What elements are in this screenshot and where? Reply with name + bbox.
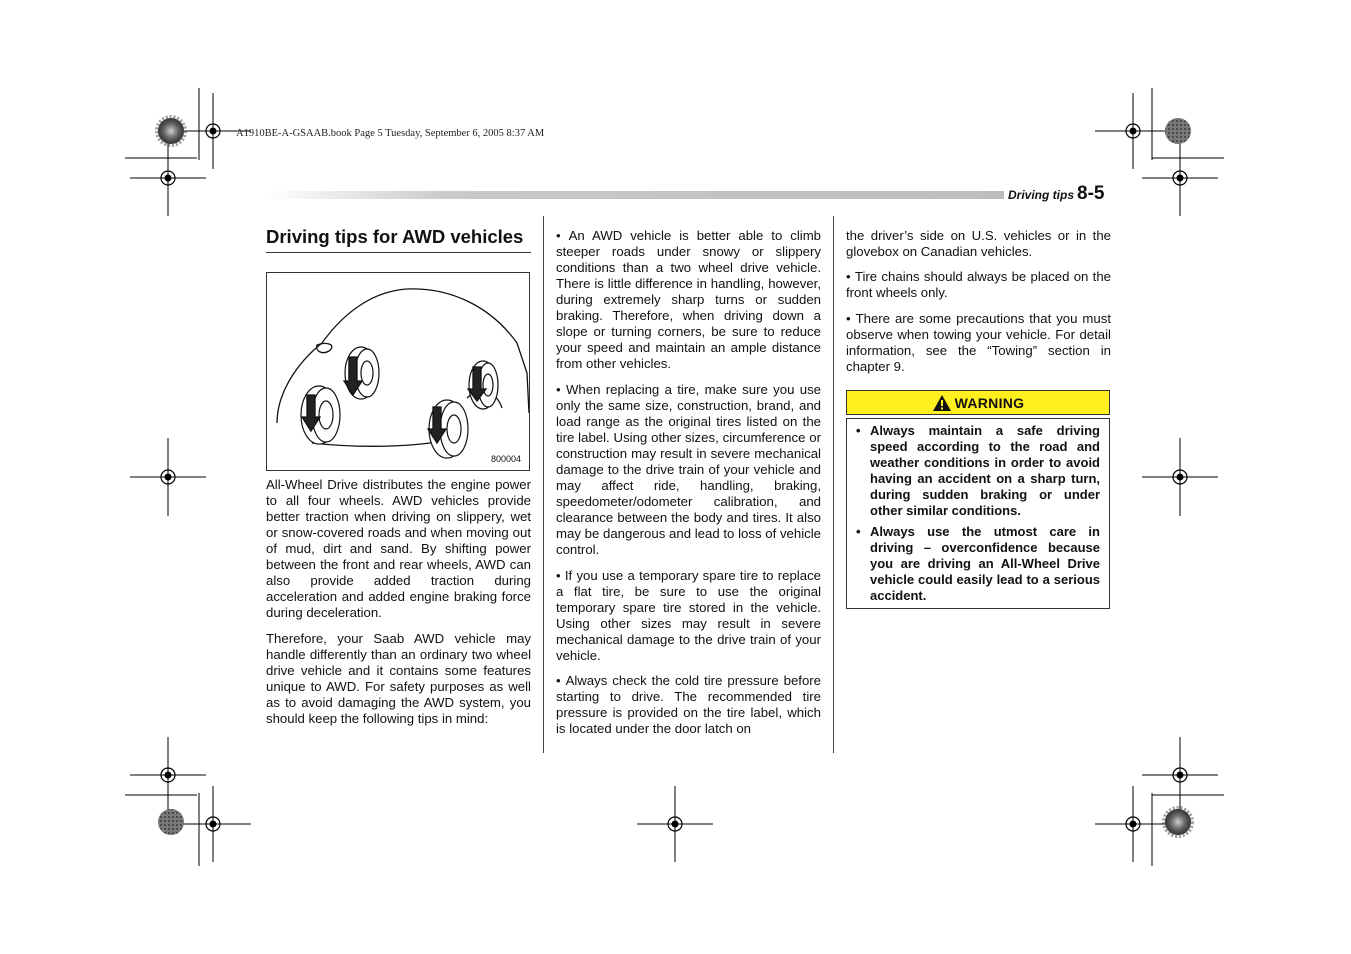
- warning-item-text: Always maintain a safe driving speed according to the road and weather conditions in order to avoid having an accident on a sharp turn, during sudden braking or under other similar conditions.: [870, 423, 1100, 518]
- section-title: Driving tips for AWD vehicles: [266, 226, 531, 253]
- tire-label-location: the driver’s side on U.S. vehicles or in the glovebox on Canadian vehicles.: [846, 228, 1111, 259]
- bullet-icon: •: [856, 423, 861, 438]
- warning-label: WARNING: [954, 394, 1025, 411]
- warning-header: [846, 390, 1110, 415]
- file-info: A1910BE-A-GSAAB.book Page 5 Tuesday, September 6, 2005 8:37 AM: [236, 128, 545, 139]
- tips-intro-paragraph: Therefore, your Saab AWD vehicle may handle differently than an ordinary two wheel drive vehicle and it contains some features unique to AWD. For safety purposes as well as to avoid damaging the AWD system, you should keep the following tips in mind:: [266, 631, 531, 726]
- tip-tire-replacement: • When replacing a tire, make sure you use only the same size, construction, brand, and load range as the original tires listed on the tire label. Using other sizes, circumference or construction may result in severe mechanical damage to the drive train of your vehicle and may affect ride, handling, braking, speedometer/odometer calibration, and clearance between the body and tires. It also may be dangerous and lead to loss of vehicle control.: [556, 382, 821, 558]
- warning-item-text: Always use the utmost care in driving – overconfidence because you are driving an All-Wheel Drive vehicle could easily lead to a serious accident.: [870, 524, 1100, 603]
- warning-item: [856, 524, 1100, 604]
- tip-towing: • There are some precautions that you must observe when towing your vehicle. For detail information, see the “Towing” section in chapter 9.: [846, 311, 1111, 375]
- tip-climbing: • An AWD vehicle is better able to climb steeper roads under snowy or slippery conditions than a two wheel drive vehicle. There is little difference in handling, however, during extremely sharp turns or sudden braking. Therefore, when driving down a slope or turning corners, be sure to reduce your speed and maintain an ample distance from other vehicles.: [556, 228, 821, 372]
- warning-item: [856, 423, 1100, 519]
- column-divider-1: [543, 216, 544, 753]
- warning-triangle-icon: [932, 394, 952, 412]
- intro-paragraph: All-Wheel Drive distributes the engine power to all four wheels. AWD vehicles provide better traction when driving on slippery, wet or snow-covered roads and when moving out of mud, dirt and sand. By shifting power between the front and rear wheels, AWD can also provide added traction during acceleration and added engine braking force during deceleration.: [266, 477, 531, 620]
- tip-spare-tire: • If you use a temporary spare tire to replace a flat tire, be sure to use the original temporary spare tire stored in the vehicle. Using other sizes may result in severe mechanical damage to the drive train of your vehicle.: [556, 568, 821, 664]
- running-header: [1008, 183, 1104, 205]
- figure-code: 800004: [490, 454, 521, 464]
- header-bar: [266, 191, 1004, 199]
- page-number: 8-5: [1077, 183, 1105, 204]
- section-name: Driving tips: [1008, 188, 1075, 202]
- car-tires-drawing: [267, 273, 529, 470]
- warning-box: [846, 418, 1110, 609]
- awd-illustration: [266, 272, 530, 471]
- column-divider-2: [833, 216, 834, 753]
- tip-tire-chains: • Tire chains should always be placed on the front wheels only.: [846, 269, 1111, 301]
- tip-tire-pressure: • Always check the cold tire pressure before starting to drive. The recommended tire pressure is provided on the tire label, which is located under the door latch on: [556, 673, 821, 737]
- bullet-icon: •: [856, 524, 861, 539]
